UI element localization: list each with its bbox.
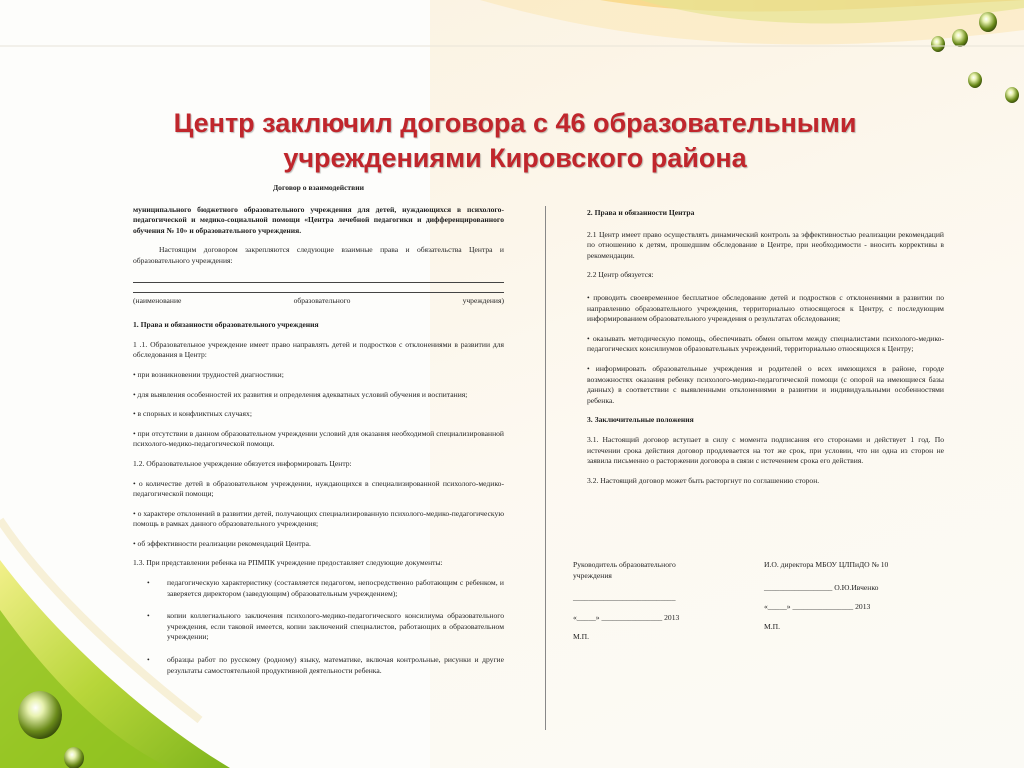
name-hint-part: образовательного [293,295,351,305]
intro-paragraph: Настоящим договором закрепляются следующие взаимные права и обязательства Центра и образовательного учреждения: [133,245,504,265]
signature-block-left [573,560,713,652]
paragraph-1-3: 1.3. При представлении ребенка на РПМПК учреждение предоставляет следующие документы: [133,558,443,568]
signature-name: __________________ О.Ю.Ивченко [764,582,879,592]
document-list-item: • копии коллегиального заключения психолого-медико-педагогического консилиума образовательного учреждения, если таковой имеется, копии заключений специалистов, работающих в образовательном учреждении; [133,611,504,643]
signature-stamp: М.П. [573,632,590,642]
list-item: • для выявления особенностей их развития и определения адекватных условий обучения и воспитания; [133,389,468,399]
column-divider [545,206,546,730]
list-item: • при отсутствии в данном образовательном учреждении условий для оказания необходимой специализированной психолого-медико-педагогической помощи. [133,428,504,449]
decorative-droplet-icon [979,12,997,32]
signature-date: «_____» ________________ 2013 [764,602,871,612]
signature-role: Руководитель образовательного учреждения [573,560,676,580]
section-2-title: 2. Права и обязанности Центра [587,208,695,217]
blank-line [133,276,504,283]
section-3-title: 3. Заключительные положения [587,415,694,425]
list-item: • о количестве детей в образовательном учреждении, нуждающихся в специализированной психолого-медико-педагогической помощи; [133,478,504,499]
signature-stamp: М.П. [764,621,781,631]
document-list-item: • педагогическую характеристику (составляется педагогом, непосредственно работающим с ребенком, и заверяется директором (заведующим) образовательным учреждением); [133,578,504,599]
signature-date: «_____» ________________ 2013 [573,612,680,622]
decorative-droplet-icon [64,747,84,768]
right-column [587,208,944,495]
list-item: • об эффективности реализации рекомендаций Центра. [133,538,311,548]
paragraph-1-2: 1.2. Образовательное учреждение обязуется информировать Центр: [133,458,352,468]
list-item: • при возникновении трудностей диагностики; [133,369,284,379]
decorative-droplet-icon [1005,87,1019,103]
list-item: • о характере отклонений в развитии детей, получающих специализированную психолого-медико-педагогическую помощь в рамках данного образовательного учреждения; [133,508,504,529]
signature-block-right [764,560,944,641]
decorative-droplet-icon [18,691,62,739]
name-hint-part: (наименование [133,295,182,305]
slide-title: Центр заключил договора с 46 образовательными учреждениями Кировского района [173,108,857,173]
list-item: • информировать образовательные учреждения и родителей о всех имеющихся в районе, городе возможностях оказания ребенку психолого-медико-педагогической помощи (с опорой на имеющиеся базы данных) в соответствии с выявленными отклонениями в развитии и индивидуальными особенностями ребенка. [587,363,944,405]
decorative-droplet-icon [931,36,945,52]
decorative-droplet-icon [968,72,982,88]
section-1-title: 1. Права и обязанности образовательного учреждения [133,320,319,330]
paragraph-3-1: 3.1. Настоящий договор вступает в силу с момента подписания его сторонами и действует 1 год. По истечении срока действия договор продлевается на тот же срок, при условии, что ни одна из сторон не заявила письменно о расторжении договора в связи с истечением срока его действия. [587,434,944,466]
decorative-droplet-icon [952,29,968,47]
document-subheading: муниципального бюджетного образовательного учреждения для детей, нуждающихся в психолого-педагогической и медико-социальной помощи «Центра лечебной педагогики и дифференцированного обучения № 10» и образовательного учреждения. [133,204,504,235]
list-item: • проводить своевременное бесплатное обследование детей и подростков с отклонениями в развитии по направлению образовательного учреждения, территориально относящегося к Центру, с последующим информированием образовательного учреждения о результатах обследования; [587,292,944,324]
signature-line: ___________________________ [573,593,676,603]
paragraph-2-1: 2.1 Центр имеет право осуществлять динамический контроль за эффективностью реализации рекомендаций по отношению к детям, прошедшим обследование в Центре, при необходимости - вносить коррективы в рекомендации. [587,229,944,260]
paragraph-1-1: 1 .1. Образовательное учреждение имеет право направлять детей и подростков с отклонениями в развитии для обследования в Центр: [133,339,504,360]
left-column [133,183,504,685]
list-item: • оказывать методическую помощь, обеспечивать обмен опытом между специалистами психолого-медико-педагогических консилиумов образовательных учреждений, территориально относящихся к Центру; [587,333,944,354]
document-list-item: • образцы работ по русскому (родному) языку, математике, включая контрольные, рисунки и другие результаты самостоятельной продуктивной деятельности ребенка. [133,655,504,676]
signature-role: И.О. директора МБОУ ЦЛПиДО № 10 [764,560,889,569]
blank-line [133,286,504,293]
paragraph-2-2: 2.2 Центр обязуется: [587,270,654,280]
name-hint [133,296,504,307]
document-heading: Договор о взаимодействии [272,183,365,192]
name-hint-part: учреждения) [462,295,504,305]
paragraph-3-2: 3.2. Настоящий договор может быть расторгнут по соглашению сторон. [587,475,820,485]
list-item: • в спорных и конфликтных случаях; [133,409,252,419]
